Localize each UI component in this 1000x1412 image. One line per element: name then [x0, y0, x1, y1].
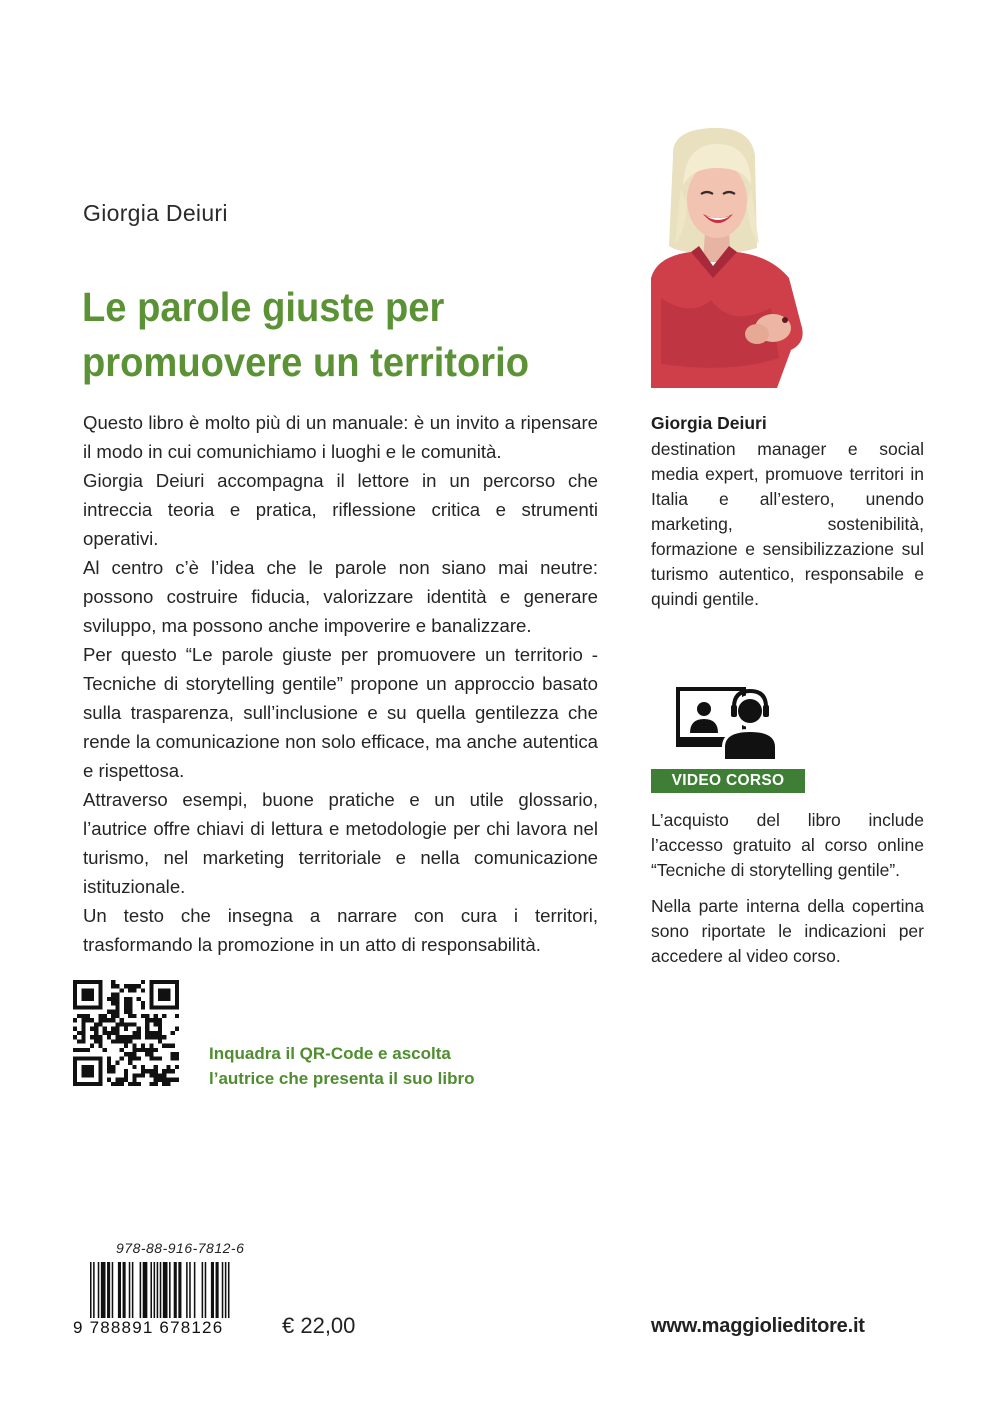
description-paragraph: Al centro c’è l’idea che le parole non siano mai neutre: possono costruire fiducia, valorizzare identità e generare sviluppo, ma possono anche impoverire e banalizzare. — [83, 557, 598, 636]
price: € 22,00 — [282, 1313, 356, 1338]
video-call-icon — [676, 685, 782, 761]
book-title — [82, 280, 566, 390]
book-title-line-1: Le parole giuste per — [82, 284, 445, 330]
bio-text: destination manager e social media expert, promuove territori in Italia e all’estero, unendo marketing, sostenibilità, formazione e sensibilizzazione sul turismo autentico, responsabile e quindi gentile. — [651, 439, 924, 609]
video-course-icon — [676, 685, 782, 761]
qr-code[interactable] — [73, 980, 179, 1086]
book-title-line-2: promuovere un territorio — [82, 339, 530, 385]
author-name-top: Giorgia Deiuri — [83, 200, 228, 226]
video-course-text: L’acquisto del libro include l’accesso gratuito al corso online “Tecniche di storytelling gentile”. — [651, 810, 924, 880]
bio-author-name: Giorgia Deiuri — [651, 413, 767, 433]
qr-caption-line-1: Inquadra il QR-Code e ascolta — [209, 1044, 451, 1063]
video-course-badge: VIDEO CORSO — [651, 769, 805, 793]
author-portrait-illustration — [651, 128, 811, 388]
description-paragraph: Questo libro è molto più di un manuale: è un invito a ripensare il modo in cui comunichiamo i luoghi e le comunità. — [83, 412, 598, 462]
video-course-instructions: Nella parte interna della copertina sono riportate le indicazioni per accedere al video corso. — [651, 896, 924, 966]
qr-caption — [209, 1041, 474, 1091]
description-paragraph: Giorgia Deiuri accompagna il lettore in un percorso che intreccia teoria e pratica, riflessione critica e strumenti operativi. — [83, 470, 598, 549]
barcode-digits: 9 788891 678126 — [73, 1318, 224, 1337]
publisher-url[interactable]: www.maggiolieditore.it — [651, 1315, 865, 1337]
qr-caption-line-2: l’autrice che presenta il suo libro — [209, 1069, 475, 1088]
description-paragraph: Per questo “Le parole giuste per promuovere un territorio - Tecniche di storytelling gentile” propone un approccio basato sulla trasparenza, sull’inclusione e su quella gentilezza che rende la comunicazione non solo efficace, ma anche autentica e rispettosa. — [83, 644, 598, 781]
description-paragraph: Un testo che insegna a narrare con cura i territori, trasformando la promozione in un atto di responsabilità. — [83, 905, 598, 955]
book-description — [83, 408, 598, 959]
description-paragraph: Attraverso esempi, buone pratiche e un utile glossario, l’autrice offre chiavi di lettura e metodologie per chi lavora nel turismo, nel marketing territoriale e nella comunicazione istituzionale. — [83, 789, 598, 897]
barcode-image — [88, 1262, 242, 1322]
author-photo — [651, 128, 811, 388]
qr-code-image — [73, 980, 179, 1086]
barcode — [88, 1262, 242, 1322]
isbn-number: 978-88-916-7812-6 — [116, 1240, 245, 1256]
